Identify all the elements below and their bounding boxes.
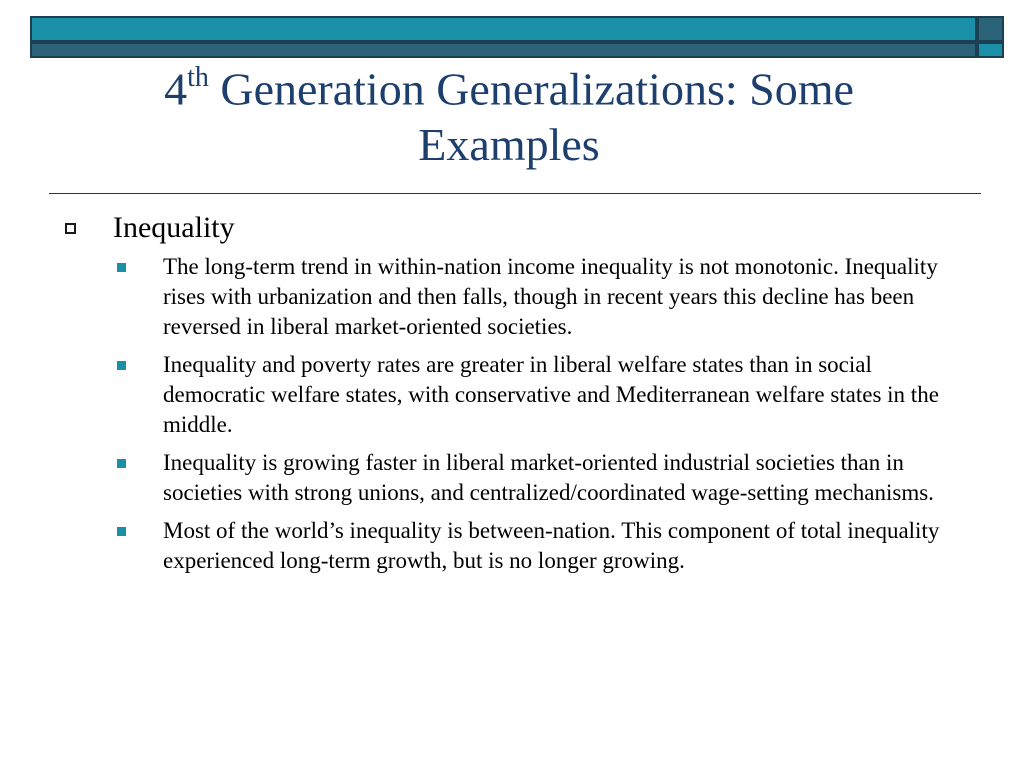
filled-square-bullet-icon <box>117 263 126 272</box>
bullet-item-2-text: Inequality and poverty rates are greater in liberal welfare states than in social democratic welfare states, with conservative and Mediterranean welfare states in the middle. <box>163 352 939 437</box>
slide-body <box>62 210 972 584</box>
bullet-item-3 <box>117 448 972 508</box>
filled-square-bullet-icon <box>117 459 126 468</box>
bullet-item-1 <box>117 252 972 342</box>
bullet-item-4-text: Most of the world’s inequality is between-nation. This component of total inequality experienced long-term growth, but is no longer growing. <box>163 518 940 573</box>
bullet-item-1-text: The long-term trend in within-nation income inequality is not monotonic. Inequality rises with urbanization and then falls, though in recent years this decline has been reversed in liberal market-oriented societies. <box>163 254 938 339</box>
header-bar-top <box>30 16 977 42</box>
bullet-item-4 <box>117 516 972 576</box>
slide-title <box>30 52 988 173</box>
title-line-1: Generation Generalizations: Some <box>208 63 854 115</box>
bullet-item-2 <box>117 350 972 440</box>
header-square-top <box>977 16 1004 42</box>
hollow-square-bullet-icon <box>65 223 76 234</box>
title-superscript: th <box>187 62 209 93</box>
bullet-level1-text: Inequality <box>113 211 235 244</box>
bullet-level1 <box>62 210 972 246</box>
filled-square-bullet-icon <box>117 527 126 536</box>
bullet-item-3-text: Inequality is growing faster in liberal market-oriented industrial societies than in societies with strong unions, and centralized/coordinated wage-setting mechanisms. <box>163 450 934 505</box>
filled-square-bullet-icon <box>117 361 126 370</box>
title-number: 4 <box>164 63 188 115</box>
title-divider <box>49 193 981 194</box>
title-line-2: Examples <box>418 119 600 171</box>
